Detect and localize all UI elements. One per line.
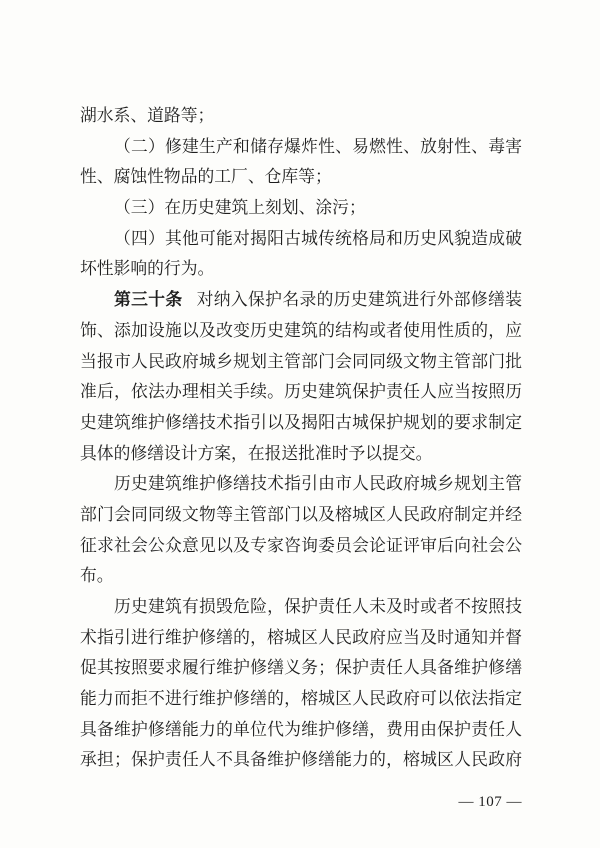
paragraph-start: 历史建筑维护修缮技术指引由市人民政府城乡规划主管 [114, 473, 522, 494]
text-line: 具备维护修缮能力的单位代为维护修缮，费用由保护责任人 [80, 718, 522, 739]
body-text [80, 100, 522, 775]
article-heading: 第三十条 [114, 289, 183, 310]
text-line: 具体的修缮设计方案，在报送批准时予以提交。 [80, 442, 433, 463]
text-line: 饰、添加设施以及改变历史建筑的结构或者使用性质的，应 [80, 319, 522, 340]
text-line: 布。 [80, 565, 114, 586]
text-line: 能力而拒不进行维护修缮的，榕城区人民政府可以依法指定 [80, 688, 522, 709]
text-line: 促其按照要求履行维护修缮义务；保护责任人具备维护修缮 [80, 657, 522, 678]
list-item-2: （二）修建生产和储存爆炸性、易燃性、放射性、毒害 [114, 135, 522, 156]
text-line: 当报市人民政府城乡规划主管部门会同同级文物主管部门批 [80, 350, 522, 371]
text-line: 承担；保护责任人不具备维护修缮能力的，榕城区人民政府 [80, 749, 522, 770]
paragraph-start: 历史建筑有损毁危险，保护责任人未及时或者不按照技 [114, 596, 522, 616]
text-line: 坏性影响的行为。 [80, 258, 215, 279]
text-line: 性、腐蚀性物品的工厂、仓库等； [80, 166, 332, 187]
list-item-4: （四）其他可能对揭阳古城传统格局和历史风貌造成破 [114, 227, 522, 248]
text-line: 湖水系、道路等； [80, 105, 215, 125]
text-line: 准后，依法办理相关手续。历史建筑保护责任人应当按照历 [80, 381, 522, 402]
article-text: 对纳入保护名录的历史建筑进行外部修缮装 [196, 289, 522, 310]
text-line: 征求社会公众意见以及专家咨询委员会论证评审后向社会公 [80, 534, 522, 555]
text-line: 部门会同同级文物等主管部门以及榕城区人民政府制定并经 [80, 503, 522, 524]
page-number: — 107 — [458, 794, 522, 810]
text-line: 史建筑维护修缮技术指引以及揭阳古城保护规划的要求制定 [80, 411, 522, 432]
text-line: 术指引进行维护修缮的，榕城区人民政府应当及时通知并督 [80, 626, 522, 647]
list-item-3: （三）在历史建筑上刻划、涂污； [114, 197, 366, 218]
article-30-first-line [80, 284, 522, 315]
